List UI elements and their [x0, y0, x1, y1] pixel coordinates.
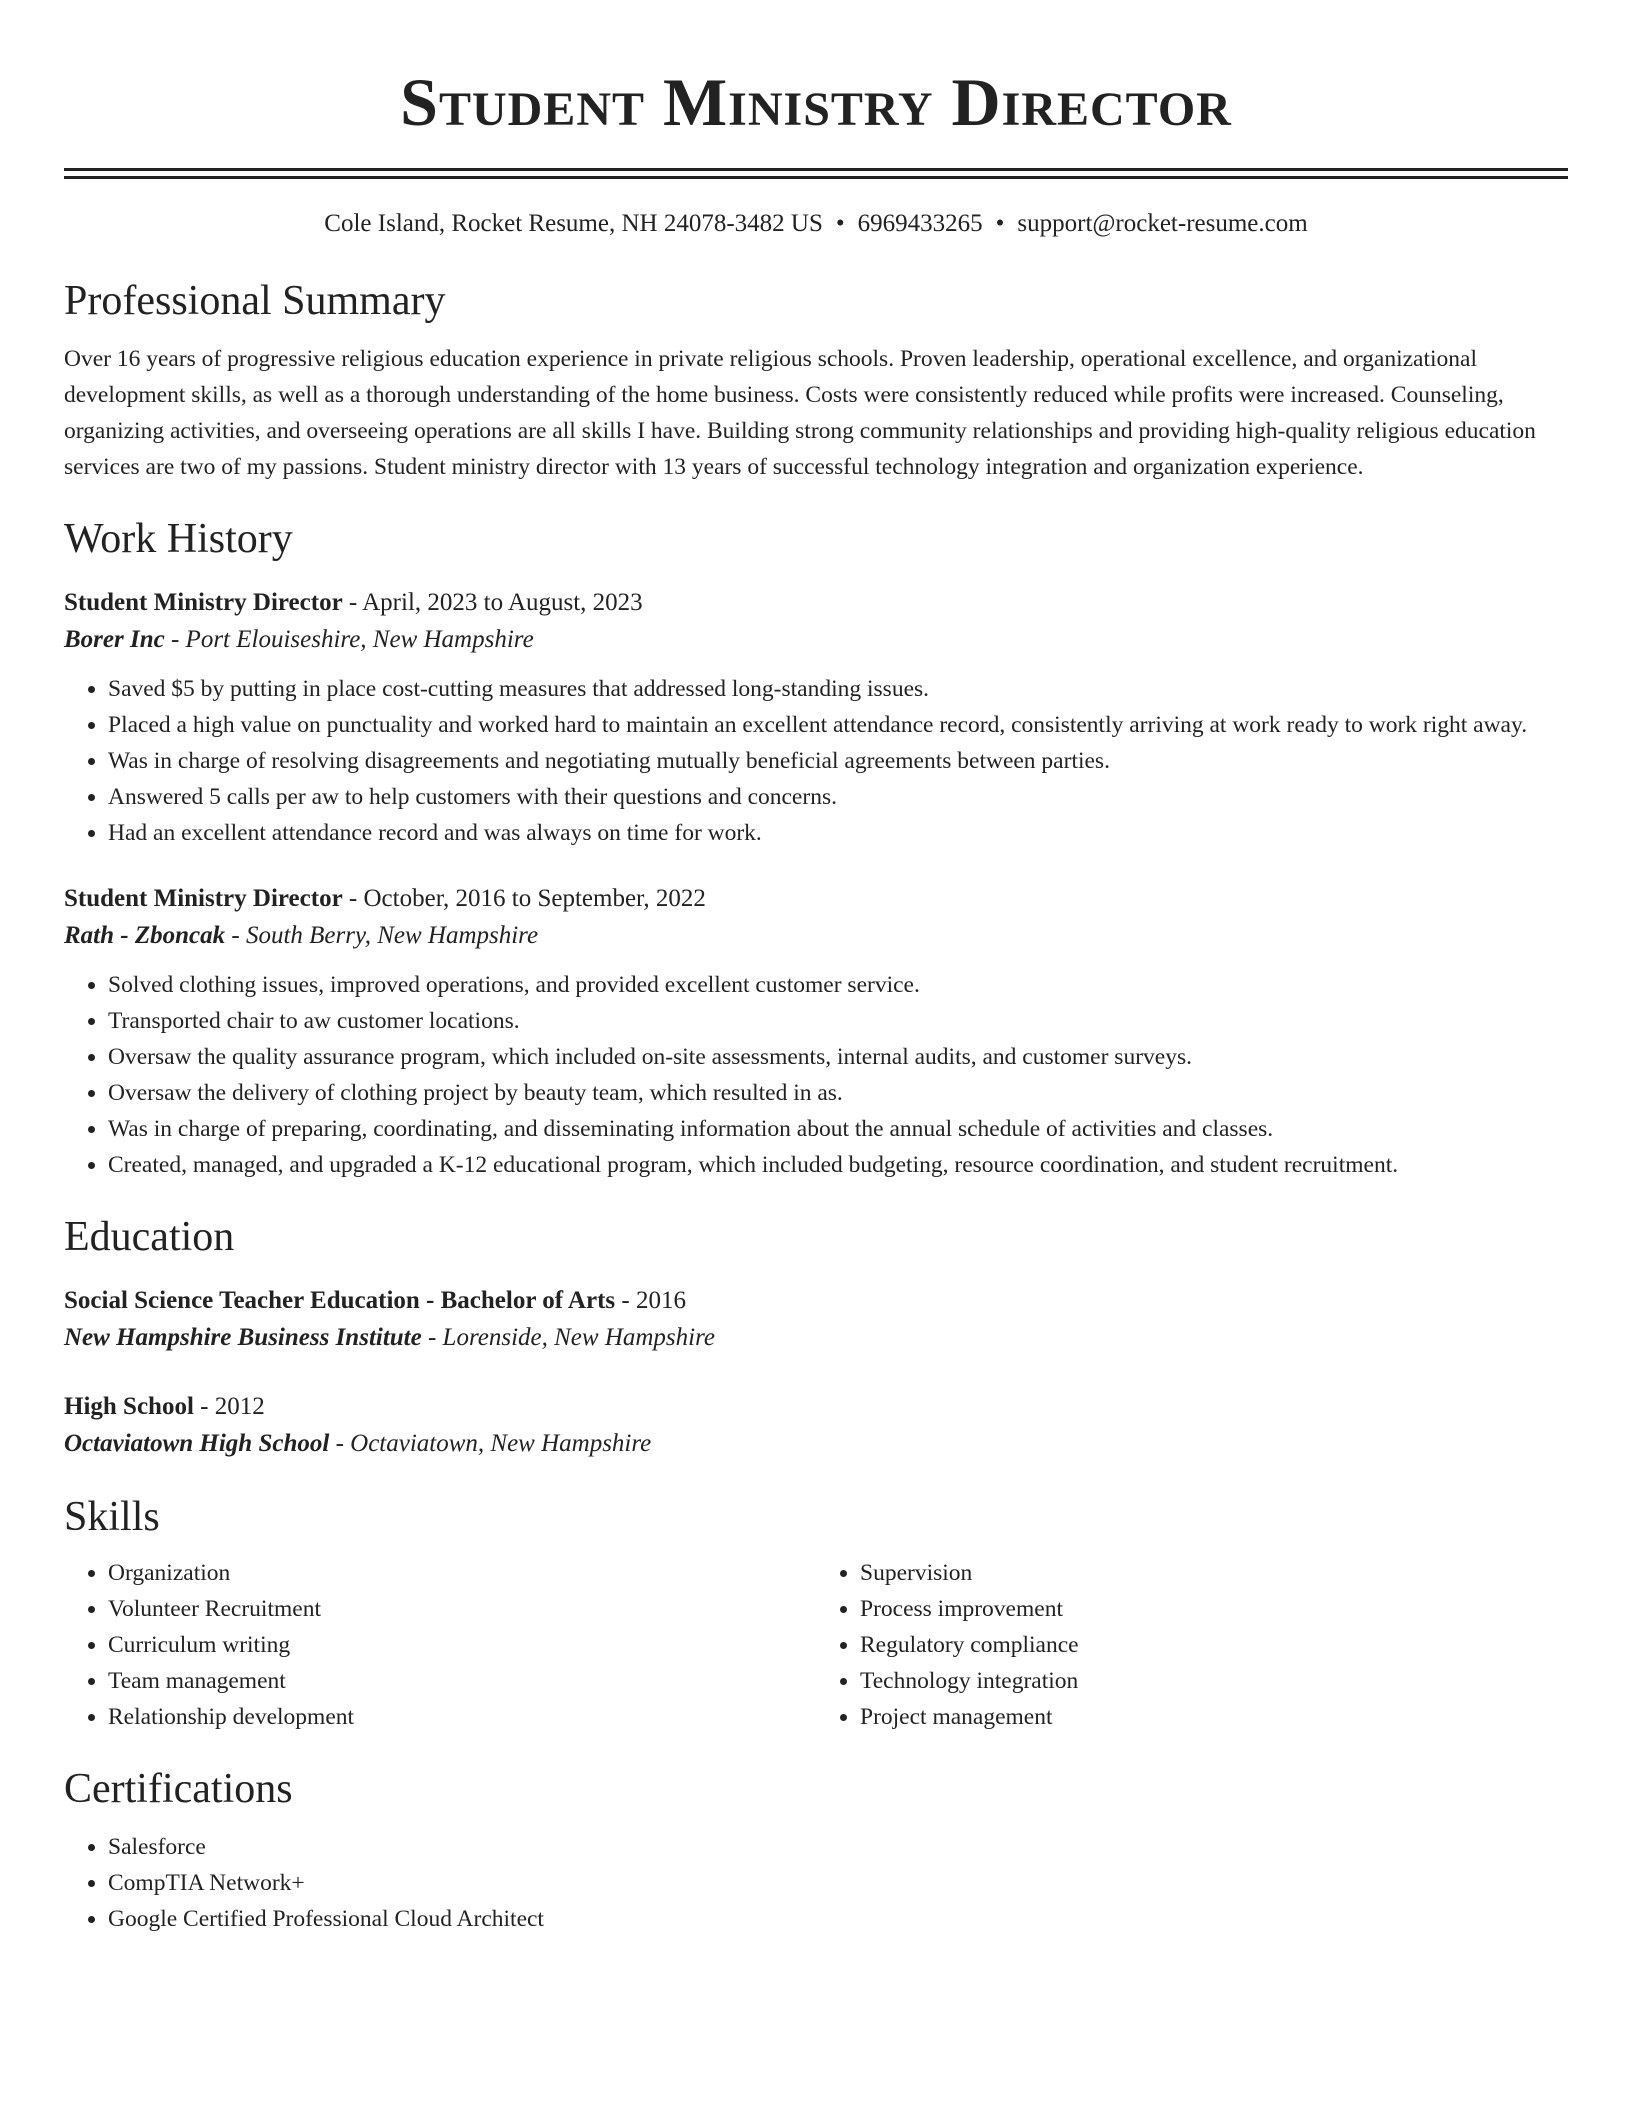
- certifications-list: [64, 1829, 1568, 1937]
- education-entry: [64, 1283, 1568, 1357]
- list-item: • Was in charge of resolving disagreements and negotiating mutually beneficial agreements between parties.: [108, 743, 1568, 779]
- list-item: • Salesforce: [108, 1829, 1568, 1865]
- title-divider-top: [64, 168, 1568, 171]
- job-employer: [64, 621, 1568, 659]
- contact-separator: •: [995, 210, 1005, 237]
- skills-heading: Skills: [64, 1494, 160, 1540]
- contact-separator: •: [835, 210, 845, 237]
- job-dates: - October, 2016 to September, 2022: [342, 885, 706, 912]
- list-item: • Oversaw the delivery of clothing project by beauty team, which resulted in as.: [108, 1075, 1568, 1111]
- list-item: • Technology integration: [860, 1663, 1568, 1699]
- list-item: • Regulatory compliance: [860, 1627, 1568, 1663]
- list-item: • Transported chair to aw customer locations.: [108, 1003, 1568, 1039]
- list-item: • Team management: [108, 1663, 816, 1699]
- education-school-line: [64, 1425, 1568, 1463]
- list-item: • Project management: [860, 1699, 1568, 1735]
- skills-list-right: [816, 1555, 1568, 1735]
- education-school-line: [64, 1319, 1568, 1357]
- contact-email: support@rocket-resume.com: [1017, 210, 1308, 237]
- education-location: - Lorenside, New Hampshire: [421, 1324, 716, 1351]
- summary-text: Over 16 years of progressive religious education experience in private religious schools. Proven leadership, operational excellence, and organizational development skills, as well as a thorough understanding of the home business. Costs were consistently reduced while profits were increased. Counseling, organizing activities, and overseeing operations are all skills I have. Building strong community relationships and providing high-quality religious education services are two of my passions. Student ministry director with 13 years of successful technology integration and organization experience.: [64, 346, 1536, 480]
- job-duties-list: [64, 967, 1568, 1183]
- list-item: • Relationship development: [108, 1699, 816, 1735]
- contact-address: Cole Island, Rocket Resume, NH 24078-3482 US: [324, 210, 823, 237]
- job-location: - Port Elouiseshire, New Hampshire: [164, 626, 534, 653]
- contact-line: [64, 207, 1568, 241]
- job-entry: [64, 585, 1568, 851]
- contact-phone: 6969433265: [857, 210, 983, 237]
- job-location: - South Berry, New Hampshire: [225, 922, 539, 949]
- list-item: • Saved $5 by putting in place cost-cutting measures that addressed long-standing issues.: [108, 671, 1568, 707]
- job-employer: [64, 917, 1568, 955]
- title-divider-bottom: [64, 176, 1568, 179]
- list-item: • Placed a high value on punctuality and worked hard to maintain an excellent attendance record, consistently arriving at work ready to work right away.: [108, 707, 1568, 743]
- list-item: • Was in charge of preparing, coordinating, and disseminating information about the annual schedule of activities and classes.: [108, 1111, 1568, 1147]
- education-degree: High School: [64, 1393, 194, 1420]
- skills-list-left: [64, 1555, 816, 1735]
- job-header: [64, 585, 1568, 621]
- education-school: New Hampshire Business Institute: [64, 1324, 422, 1351]
- job-company: Borer Inc: [64, 626, 165, 653]
- job-role: Student Ministry Director: [64, 589, 343, 616]
- education-degree: Social Science Teacher Education - Bachelor of Arts: [64, 1287, 616, 1314]
- education-location: - Octaviatown, New Hampshire: [329, 1430, 652, 1457]
- skills-grid: [64, 1555, 1568, 1735]
- list-item: • Solved clothing issues, improved operations, and provided excellent customer service.: [108, 967, 1568, 1003]
- list-item: • Volunteer Recruitment: [108, 1591, 816, 1627]
- education-entry: [64, 1389, 1568, 1463]
- list-item: • Curriculum writing: [108, 1627, 816, 1663]
- education-header: [64, 1283, 1568, 1319]
- list-item: • Answered 5 calls per aw to help customers with their questions and concerns.: [108, 779, 1568, 815]
- job-company: Rath - Zboncak: [64, 922, 226, 949]
- list-item: • Google Certified Professional Cloud Architect: [108, 1901, 1568, 1937]
- education-school: Octaviatown High School: [64, 1430, 330, 1457]
- job-role: Student Ministry Director: [64, 885, 343, 912]
- list-item: • Had an excellent attendance record and was always on time for work.: [108, 815, 1568, 851]
- page-title: Student Ministry Director: [400, 64, 1232, 140]
- education-heading: Education: [64, 1214, 235, 1260]
- education-year: - 2012: [193, 1393, 265, 1420]
- job-dates: - April, 2023 to August, 2023: [342, 589, 643, 616]
- job-entry: [64, 881, 1568, 1183]
- list-item: • Process improvement: [860, 1591, 1568, 1627]
- summary-heading: Professional Summary: [64, 278, 446, 324]
- list-item: • Organization: [108, 1555, 816, 1591]
- job-header: [64, 881, 1568, 917]
- list-item: • CompTIA Network+: [108, 1865, 1568, 1901]
- list-item: • Supervision: [860, 1555, 1568, 1591]
- certifications-heading: Certifications: [64, 1766, 293, 1812]
- education-header: [64, 1389, 1568, 1425]
- job-duties-list: [64, 671, 1568, 851]
- list-item: • Created, managed, and upgraded a K-12 educational program, which included budgeting, resource coordination, and student recruitment.: [108, 1147, 1568, 1183]
- list-item: • Oversaw the quality assurance program, which included on-site assessments, internal audits, and customer surveys.: [108, 1039, 1568, 1075]
- work-history-heading: Work History: [64, 516, 293, 562]
- education-year: - 2016: [615, 1287, 686, 1314]
